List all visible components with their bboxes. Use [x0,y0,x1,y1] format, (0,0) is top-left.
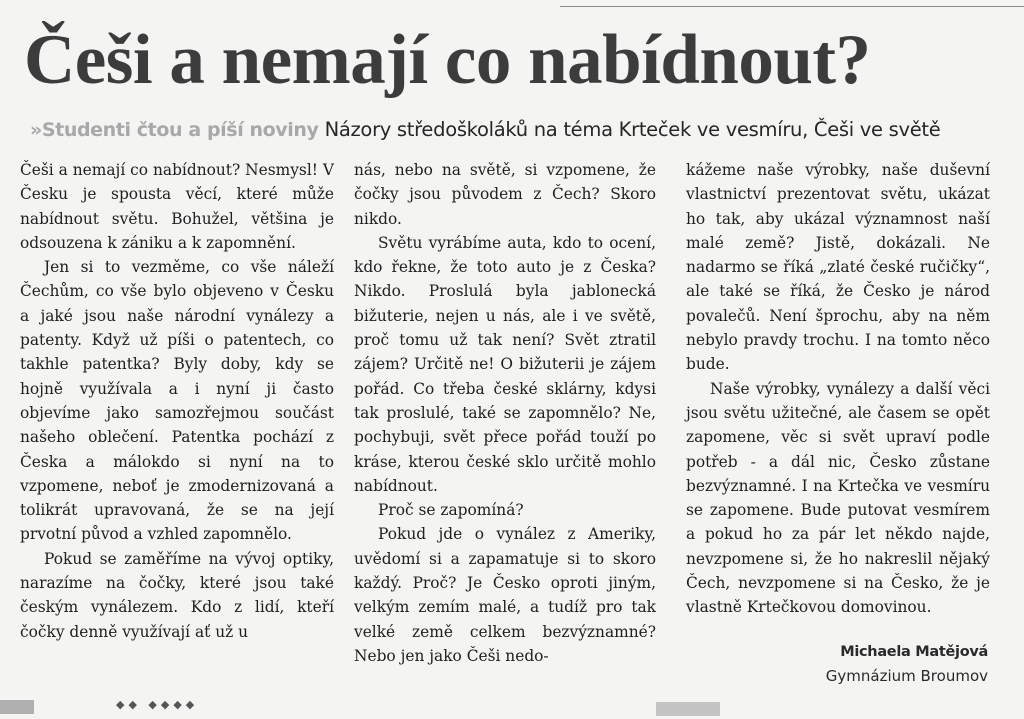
text-column-2 [354,158,656,668]
author-school: Gymnázium Broumov [825,667,988,685]
paragraph: Proč se zapomíná? [378,501,524,520]
article-subhead [30,116,1024,144]
scan-dots: ◆◆ ◆◆◆◆ [116,698,199,711]
article-subtitle: Názory středoškoláků na téma Krteček ve vesmíru, Češi ve světě [324,118,941,141]
paragraph: Naše výrobky, vynálezy a další věci jsou světu užitečné, ale časem se opět zapomene, věc si svět upraví podle potřeb - a dál nic, Česko zůstane bezvýznamné. I na Krtečka ve vesmíru se zapomene. Bude putovat vesmírem a pokud ho za pár let někdo najde, nevzpomene si, že ho nakreslil nějaký Čech, nevzpomene si na Česko, že je vlastně Krtečkovou domovinou. [686,379,990,617]
paragraph: Pokud se zaměříme na vývoj optiky, narazíme na čočky, které jsou také českým vynálezem. Kdo z lidí, kteří čočky denně využívají ať už u [20,549,334,641]
scan-artifact [656,702,720,716]
paragraph: Světu vyrábíme auta, kdo to ocení, kdo řekne, že toto auto je z Česka? Nikdo. Proslulá byla jablonecká bižuterie, nejen u nás, ale i ve světě, proč tomu už tak není? Svět ztratil zájem? Určitě ne! O bižuterii je zájem pořád. Co třeba české sklárny, kdysi tak proslulé, také se zapomnělo? Ne, pochybuji, svět přece pořád touží po kráse, kterou české sklo určitě mohlo nabídnout. [354,233,656,495]
article-headline: Češi a nemají co nabídnout? [24,21,871,99]
byline [690,640,988,688]
paragraph: kážeme naše výrobky, naše duševní vlastnictví prezentovat světu, ukázat ho tak, aby ukázal významnost naší malé země? Jistě, dokázali. Ne nadarmo se říká „zlaté české ručičky“, ale také se říká, že Česko je národ povalečů. Není šprochu, aby na něm nebylo pravdy trochu. I na tomto něco bude. [686,161,990,374]
paragraph: Pokud jde o vynález z Ameriky, uvědomí si a zapamatuje si to skoro každý. Proč? Je Česko oproti jiným, velkým zemím malé, a tudíž pro tak velké země celkem bezvýznamné? Nebo jen jako Češi nedo- [354,525,656,665]
text-column-3 [686,158,990,620]
scan-artifact [0,700,34,714]
section-kicker: »Studenti čtou a píší noviny [30,119,319,141]
paragraph: nás, nebo na světě, si vzpomene, že čočky jsou původem z Čech? Skoro nikdo. [354,161,656,228]
paragraph: Češi a nemají co nabídnout? Nesmysl! V Česku je spousta věcí, které může nabídnout světu. Bohužel, většina je odsouzena k zániku a k zapomnění. [20,161,334,252]
top-rule [560,6,1024,7]
author-name: Michaela Matějová [840,644,988,660]
paragraph: Jen si to vezměme, co vše náleží Čechům, co vše bylo objeveno v Česku a jaké jsou naše národní vynálezy a patenty. Když už píši o patentech, co takhle patentka? Byly doby, kdy se hojně využívala a i nyní ji často objevíme jako samozřejmou součást našeho oblečení. Patentka pochází z Česka a málokdo si nyní na to vzpomene, neboť je zmodernizovaná a tolikrát upravovaná, že se na její prvotní původ a vzhled zapomnělo. [20,258,334,544]
text-column-1 [20,158,334,644]
